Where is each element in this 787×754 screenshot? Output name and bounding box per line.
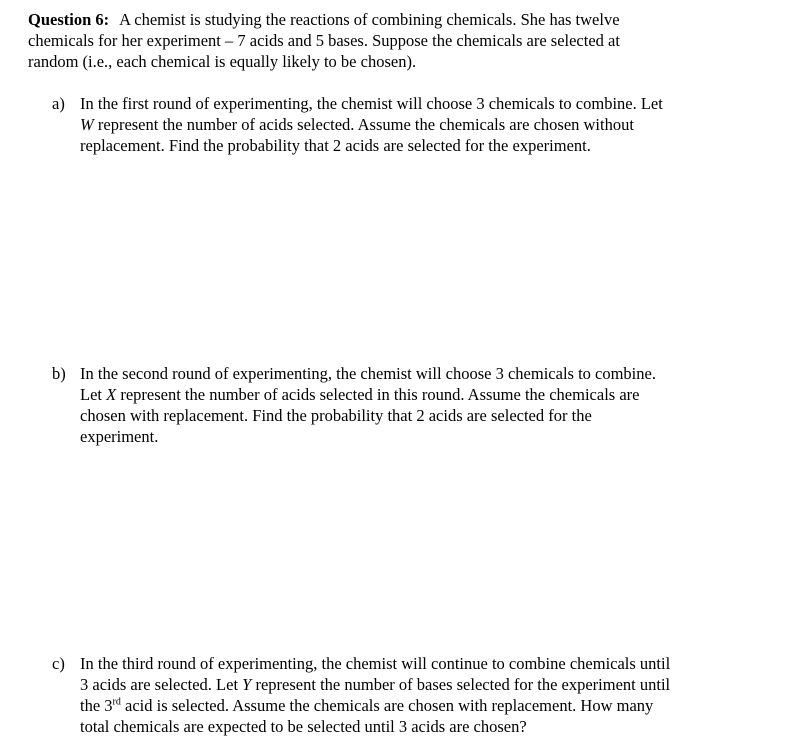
part-b-line-2-text: represent the number of acids selected in this round. Assume the chemicals are — [116, 385, 640, 404]
part-a-marker: a) — [52, 94, 65, 113]
part-b-line-3: chosen with replacement. Find the probability that 2 acids are selected for the — [80, 406, 592, 425]
part-c-line-1: In the third round of experimenting, the chemist will continue to combine chemicals until — [80, 654, 671, 673]
question-intro — [28, 9, 768, 72]
part-c-line-2 — [80, 674, 752, 695]
part-a — [52, 93, 752, 156]
part-c-line-3-pre: the 3 — [80, 696, 113, 715]
part-c-marker: c) — [52, 654, 65, 673]
part-c-line-3 — [80, 695, 752, 716]
intro-text-1: A chemist is studying the reactions of combining chemicals. She has twelve — [119, 10, 620, 29]
part-a-line-3: replacement. Find the probability that 2 acids are selected for the experiment. — [80, 136, 591, 155]
intro-line-1 — [28, 9, 768, 30]
variable-y: Y — [242, 675, 252, 694]
part-b-body — [80, 363, 752, 447]
part-c-line-2-pre: 3 acids are selected. Let — [80, 675, 243, 694]
part-a-line-1: In the first round of experimenting, the chemist will choose 3 chemicals to combine. Let — [80, 94, 663, 113]
part-a-line-2 — [80, 114, 752, 135]
variable-x: X — [106, 385, 117, 404]
part-b — [52, 363, 752, 447]
part-c-line-3-text: acid is selected. Assume the chemicals are chosen with replacement. How many — [120, 696, 654, 715]
intro-line-3: random (i.e., each chemical is equally likely to be chosen). — [28, 52, 417, 71]
part-c-line-2-text: represent the number of bases selected for the experiment until — [251, 675, 671, 694]
variable-w: W — [80, 115, 94, 134]
part-b-line-2 — [80, 384, 752, 405]
part-a-line-2-text: represent the number of acids selected. Assume the chemicals are chosen without — [93, 115, 634, 134]
question-label: Question 6: — [28, 10, 110, 29]
part-c-line-4: total chemicals are expected to be selected until 3 acids are chosen? — [80, 717, 527, 736]
part-a-body — [80, 93, 752, 156]
part-c-body — [80, 653, 752, 737]
part-b-marker: b) — [52, 364, 66, 383]
ordinal-superscript: rd — [112, 696, 121, 708]
intro-line-2: chemicals for her experiment – 7 acids and 5 bases. Suppose the chemicals are selected at — [28, 31, 620, 50]
part-b-line-4: experiment. — [80, 427, 159, 446]
part-c — [52, 653, 752, 737]
part-b-line-1: In the second round of experimenting, the chemist will choose 3 chemicals to combine. — [80, 364, 656, 383]
part-b-line-2-pre: Let — [80, 385, 107, 404]
